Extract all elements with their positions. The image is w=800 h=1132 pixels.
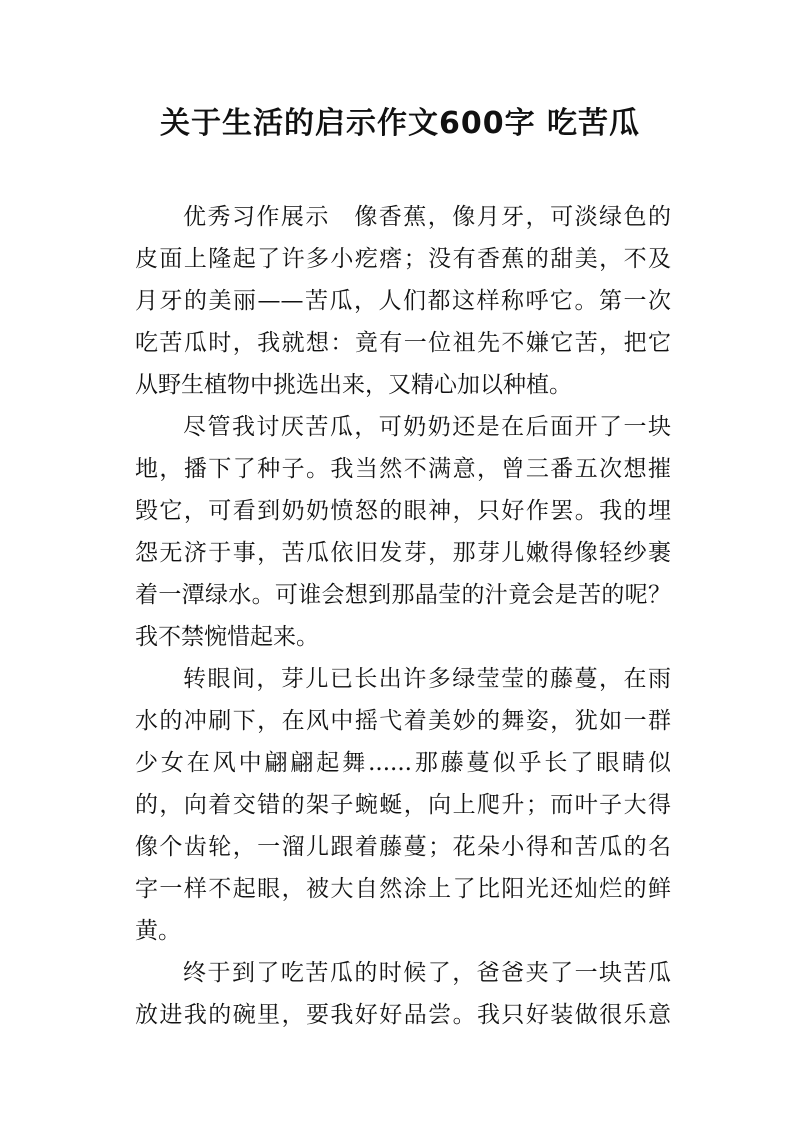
text-line: 地，播下了种子。我当然不满意，曾三番五次想摧: [135, 456, 671, 482]
text-line: 终于到了吃苦瓜的时候了，爸爸夹了一块苦瓜: [183, 960, 671, 986]
text-line: 从野生植物中挑选出来，又精心加以种植。: [135, 372, 572, 398]
paragraph: [135, 658, 671, 952]
text-line: 转眼间，芽儿已长出许多绿莹莹的藤蔓，在雨: [183, 666, 671, 692]
text-line: 放进我的碗里，要我好好品尝。我只好装做很乐意: [135, 1002, 671, 1028]
paragraph: [135, 196, 671, 406]
text-line: 毁它，可看到奶奶愤怒的眼神，只好作罢。我的埋: [135, 498, 671, 524]
text-line: 少女在风中翩翩起舞......那藤蔓似乎长了眼睛似: [135, 750, 671, 776]
text-line: 怨无济于事，苦瓜依旧发芽，那芽儿嫩得像轻纱裹: [135, 540, 671, 566]
text-line: 着一潭绿水。可谁会想到那晶莹的汁竟会是苦的呢？: [135, 582, 671, 608]
text-line: 吃苦瓜时，我就想：竟有一位祖先不嫌它苦，把它: [135, 330, 671, 356]
document-title: 关于生活的启示作文600字 吃苦瓜: [159, 106, 641, 141]
text-line: 的，向着交错的架子蜿蜒，向上爬升；而叶子大得: [135, 792, 671, 818]
paragraph: [135, 952, 671, 1036]
text-line: 皮面上隆起了许多小疙瘩；没有香蕉的甜美，不及: [135, 246, 671, 272]
text-line: 我不禁惋惜起来。: [135, 624, 319, 650]
text-line: 黄。: [135, 918, 181, 944]
document-body: [135, 196, 671, 1036]
paragraph: [135, 406, 671, 658]
text-line: 字一样不起眼，被大自然涂上了比阳光还灿烂的鲜: [135, 876, 671, 902]
text-line: 优秀习作展示 像香蕉，像月牙，可淡绿色的: [183, 204, 671, 230]
text-line: 像个齿轮，一溜儿跟着藤蔓；花朵小得和苦瓜的名: [135, 834, 671, 860]
text-line: 月牙的美丽——苦瓜，人们都这样称呼它。第一次: [135, 288, 671, 314]
text-line: 尽管我讨厌苦瓜，可奶奶还是在后面开了一块: [183, 414, 671, 440]
text-line: 水的冲刷下，在风中摇弋着美妙的舞姿，犹如一群: [135, 708, 671, 734]
